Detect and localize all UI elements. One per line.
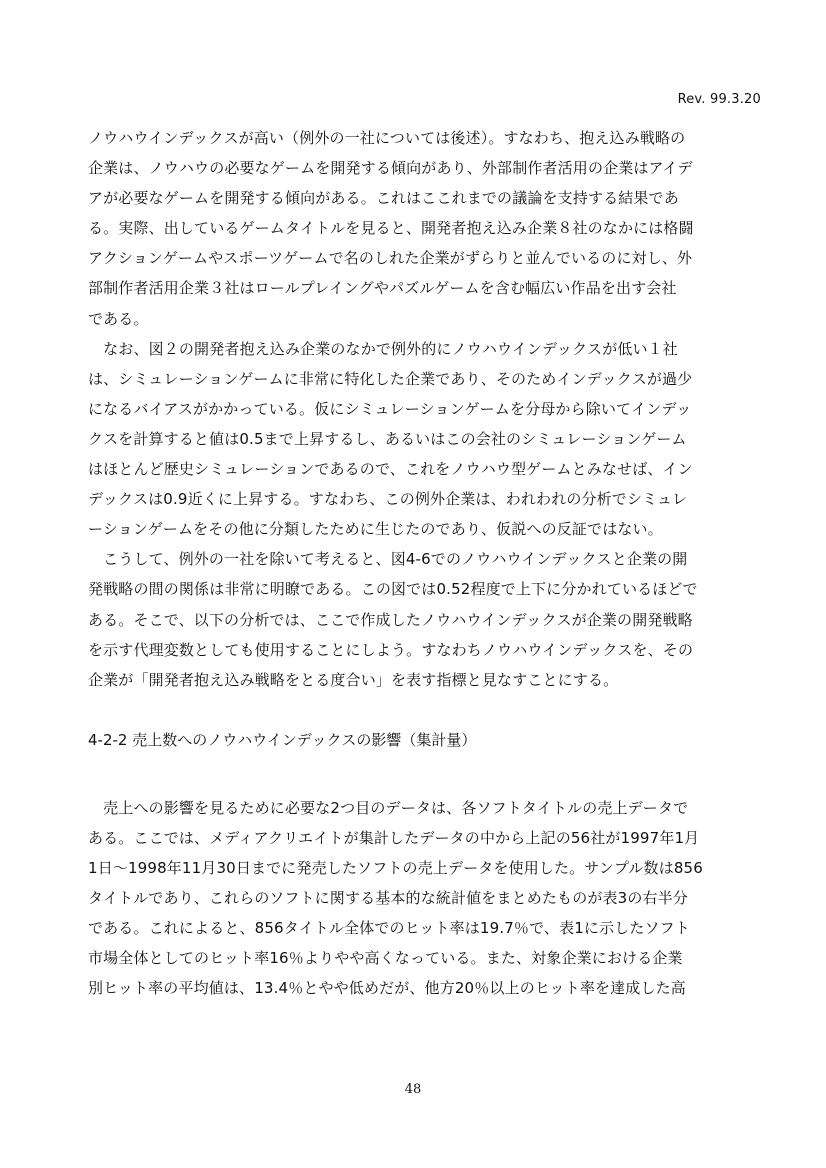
text-line: クスを計算すると値は0.5まで上昇するし、あるいはこの会社のシミュレーションゲーム [88, 429, 687, 448]
text-line: タイトルであり、これらのソフトに関する基本的な統計値をまとめたものが表3の右半分 [88, 889, 688, 908]
text-line: なお、図２の開発者抱え込み企業のなかで例外的にノウハウインデックスが低い１社 [88, 339, 678, 358]
text-line: る。実際、出しているゲームタイトルを見ると、開発者抱え込み企業８社のなかには格闘 [88, 219, 694, 238]
text-line: ある。ここでは、メディアクリエイトが集計したデータの中から上記の56社が1997年1月 [88, 828, 700, 847]
text-line: ーションゲームをその他に分類したために生じたのであり、仮説への反証ではない。 [88, 520, 663, 539]
spacer [88, 695, 760, 725]
paragraph [88, 123, 760, 334]
text-line: ノウハウインデックスが高い（例外の一社については後述）。すなわち、抱え込み戦略の [88, 129, 686, 147]
spacer [88, 755, 760, 793]
text-line: 発戦略の間の関係は非常に明瞭である。この図では0.52程度で上下に分かれているほどで [88, 580, 698, 599]
text-line: 1日～1998年11月30日までに発売したソフトの売上データを使用した。サンプル数は856 [88, 858, 703, 877]
text-line: アクションゲームやスポーツゲームで名のしれた企業がずらりと並んでいるのに対し、外 [88, 249, 693, 268]
paragraph [88, 334, 760, 545]
page-number: 48 [404, 1082, 422, 1097]
section-heading: 4-2-2 売上数へのノウハウインデックスの影響（集計量） [88, 730, 477, 749]
text-line: ある。そこで、以下の分析では、ここで作成したノウハウインデックスが企業の開発戦略 [88, 610, 693, 629]
text-line: 企業が「開発者抱え込み戦略をとる度合い」を表す指標と見なすことにする。 [88, 670, 619, 689]
text-line: アが必要なゲームを開発する傾向がある。これはここれまでの議論を支持する結果であ [88, 189, 679, 208]
text-line: 別ヒット率の平均値は、13.4％とやや低めだが、他方20％以上のヒット率を達成した高 [88, 979, 686, 998]
paragraph [88, 544, 760, 694]
text-line: 売上への影響を見るために必要な2つ目のデータは、各ソフトタイトルの売上データで [88, 798, 689, 817]
revision-label: Rev. 99.3.20 [677, 92, 761, 107]
text-line: は、シミュレーションゲームに非常に特化した企業であり、そのためインデックスが過少 [88, 369, 693, 388]
text-line: になるバイアスがかかっている。仮にシミュレーションゲームを分母から除いてインデッ [88, 399, 692, 418]
text-line: 市場全体としてのヒット率16％よりやや高くなっている。また、対象企業における企業 [88, 949, 683, 968]
paragraph [88, 793, 760, 1004]
text-line: こうして、例外の一社を除いて考えると、図4-6でのノウハウインデックスと企業の開 [88, 550, 688, 569]
text-line: 企業は、ノウハウの必要なゲームを開発する傾向があり、外部制作者活用の企業はアイデ [88, 159, 693, 178]
text-line: である。これによると、856タイトル全体でのヒット率は19.7％で、表1に示したソフト [88, 919, 690, 938]
text-line: 部制作者活用企業３社はロールプレイングやパズルゲームを含む幅広い作品を出す会社 [88, 279, 677, 298]
document-body [88, 123, 760, 1003]
text-line: デックスは0.9近くに上昇する。すなわち、この例外企業は、われわれの分析でシミュレ [88, 490, 688, 509]
text-line: である。 [88, 309, 149, 328]
text-line: を示す代理変数としても使用することにしよう。すなわちノウハウインデックスを、その [88, 640, 694, 659]
text-line: はほとんど歴史シミュレーションであるので、これをノウハウ型ゲームとみなせば、イン [88, 460, 693, 479]
